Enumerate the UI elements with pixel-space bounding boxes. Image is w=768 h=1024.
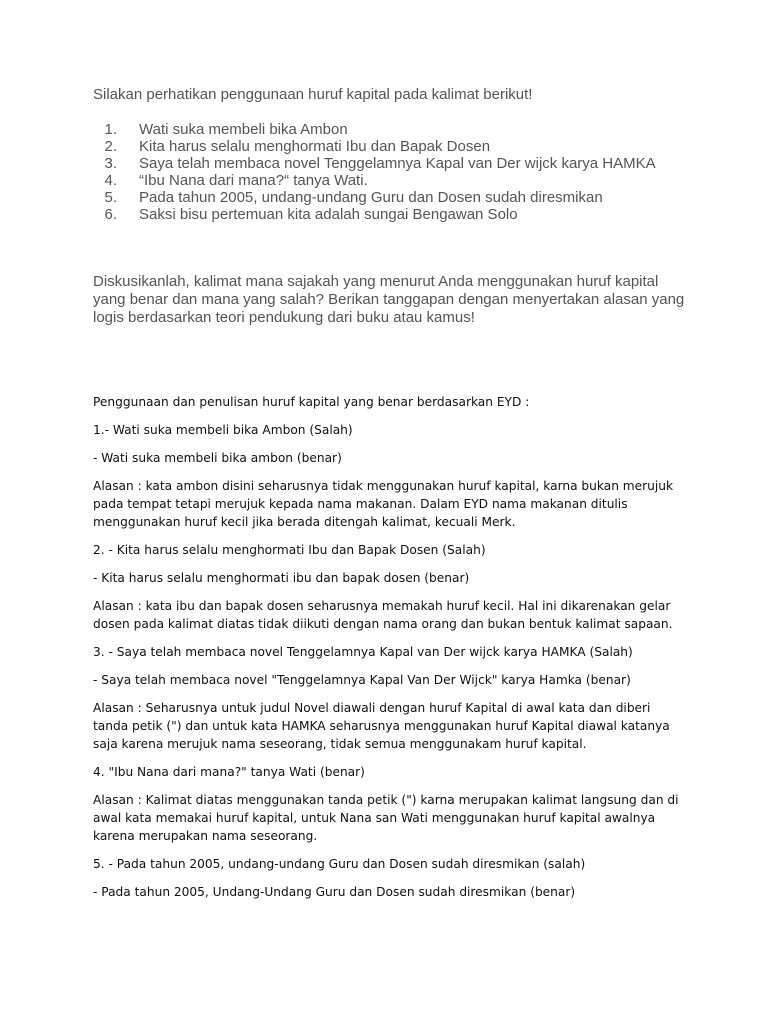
answer-paragraph: - Pada tahun 2005, Undang-Undang Guru dan Dosen sudah diresmikan (benar) — [93, 885, 576, 899]
list-item: 3. Saya telah membaca novel Tenggelamnya Kapal van Der wijck karya HAMKA — [104, 155, 656, 172]
answer-heading: Penggunaan dan penulisan huruf kapital yang benar berdasarkan EYD : — [93, 395, 530, 409]
answer-paragraph: 3. - Saya telah membaca novel Tenggelamnya Kapal van Der wijck karya HAMKA (Salah) — [93, 645, 633, 659]
prompt-intro: Silakan perhatikan penggunaan huruf kapital pada kalimat berikut! — [93, 86, 533, 103]
answer-paragraph: 2. - Kita harus selalu menghormati Ibu dan Bapak Dosen (Salah) — [93, 543, 486, 557]
list-item: 1. Wati suka membeli bika Ambon — [104, 121, 348, 138]
answer-section — [93, 393, 683, 911]
list-item: 6. Saksi bisu pertemuan kita adalah sungai Bengawan Solo — [104, 206, 518, 223]
answer-paragraph: Alasan : Seharusnya untuk judul Novel diawali dengan huruf Kapital di awal kata dan diberi tanda petik (") dan untuk kata HAMKA seharusnya menggunakan huruf Kapital diawal katanya saja karena merujuk nama seseorang, tidak semua menggunakam huruf kapital. — [93, 701, 670, 751]
answer-paragraph: - Wati suka membeli bika ambon (benar) — [93, 451, 342, 465]
list-item: 2. Kita harus selalu menghormati Ibu dan Bapak Dosen — [104, 138, 491, 155]
answer-paragraph: Alasan : kata ibu dan bapak dosen seharusnya memakah huruf kecil. Hal ini dikarenakan gelar dosen pada kalimat diatas tidak diikuti dengan nama orang dan bukan bentuk kalimat sapaan. — [93, 599, 673, 631]
answer-paragraph: 4. "Ibu Nana dari mana?" tanya Wati (benar) — [93, 765, 365, 779]
question-list — [93, 121, 656, 223]
answer-paragraph: 5. - Pada tahun 2005, undang-undang Guru dan Dosen sudah diresmikan (salah) — [93, 857, 586, 871]
answer-paragraph: - Kita harus selalu menghormati ibu dan bapak dosen (benar) — [93, 571, 470, 585]
list-item: 5. Pada tahun 2005, undang-undang Guru dan Dosen sudah diresmikan — [104, 189, 603, 206]
list-item: 4. “Ibu Nana dari mana?“ tanya Wati. — [104, 172, 368, 189]
discussion-prompt: Diskusikanlah, kalimat mana sajakah yang menurut Anda menggunakan huruf kapital yang benar dan mana yang salah? Berikan tanggapan dengan menyertakan alasan yang logis berdasarkan teori pendukung dari buku atau kamus! — [93, 273, 685, 326]
answer-paragraph: Alasan : Kalimat diatas menggunakan tanda petik (") karna merupakan kalimat langsung dan di awal kata memakai huruf kapital, untuk Nana san Wati menggunakan huruf kapital awalnya karena merupakan nama seseorang. — [93, 793, 679, 843]
answer-paragraph: - Saya telah membaca novel "Tenggelamnya Kapal Van Der Wijck" karya Hamka (benar) — [93, 673, 631, 687]
answer-paragraph: 1.- Wati suka membeli bika Ambon (Salah) — [93, 423, 353, 437]
answer-paragraph: Alasan : kata ambon disini seharusnya tidak menggunakan huruf kapital, karna bukan merujuk pada tempat tetapi merujuk kepada nama makanan. Dalam EYD nama makanan ditulis menggunakan huruf kecil jika berada ditengah kalimat, kecuali Merk. — [93, 479, 674, 529]
